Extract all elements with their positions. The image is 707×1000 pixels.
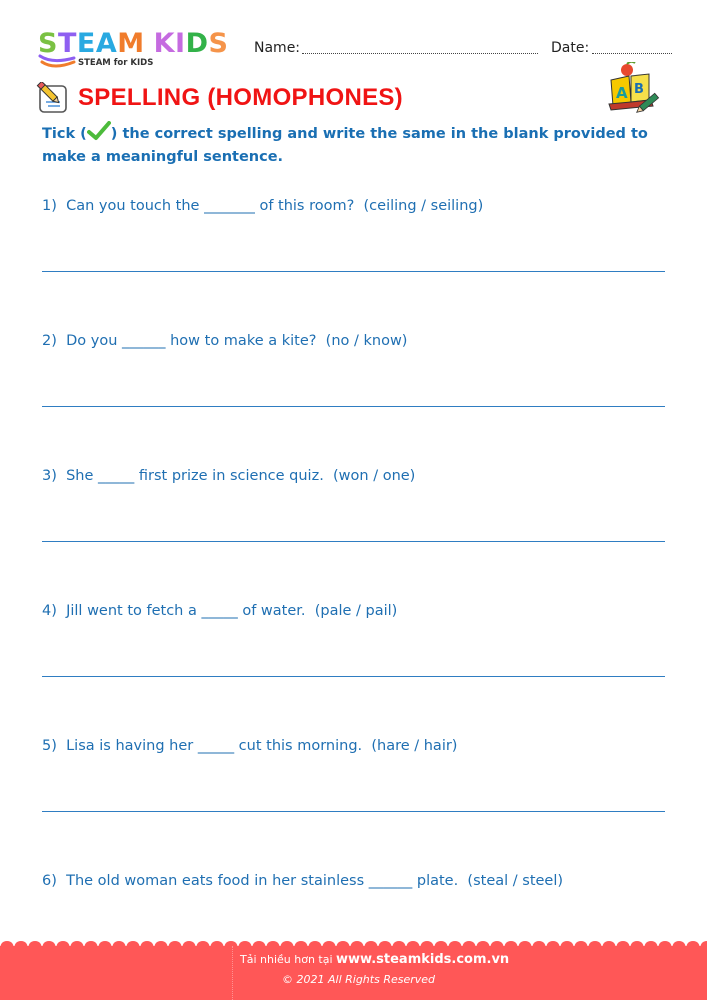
steam-kids-logo (38, 28, 229, 68)
footer-url-link[interactable]: www.steamkids.com.vn (336, 952, 510, 967)
footer-prefix: Tải nhiều hơn tại (240, 953, 337, 966)
date-label: Date: (551, 40, 590, 56)
answer-line-3[interactable] (42, 541, 665, 542)
logo-letter: T (57, 28, 77, 59)
logo-letter: K (153, 28, 176, 59)
logo-letter: A (95, 28, 118, 59)
instructions-prefix: Tick ( (42, 126, 87, 142)
question-6: 6) The old woman eats food in her stainless ______ plate. (steal / steel) (42, 873, 564, 889)
page-title: SPELLING (HOMOPHONES) (78, 84, 403, 111)
logo-letter: D (185, 28, 209, 59)
question-3: 3) She _____ first prize in science quiz. (won / one) (42, 468, 416, 484)
answer-line-2[interactable] (42, 406, 665, 407)
instructions-text: ) the correct spelling and write the same in the blank provided to make a meaningful sentence. (42, 126, 648, 165)
pencil-paper-icon (36, 82, 70, 114)
name-label: Name: (254, 40, 301, 56)
footer-download-text (240, 952, 509, 967)
logo-tagline: STEAM for KIDS (78, 58, 154, 68)
answer-line-4[interactable] (42, 676, 665, 677)
date-field[interactable] (592, 53, 672, 54)
name-field[interactable] (302, 53, 538, 54)
abc-book-icon (605, 62, 663, 114)
svg-text:B: B (634, 82, 644, 97)
checkmark-icon (87, 121, 111, 141)
logo-letter: I (175, 28, 186, 59)
instructions (42, 121, 682, 169)
question-4: 4) Jill went to fetch a _____ of water. (pale / pail) (42, 603, 398, 619)
svg-text:A: A (616, 84, 628, 102)
title-row (36, 82, 403, 114)
answer-line-1[interactable] (42, 271, 665, 272)
question-2: 2) Do you ______ how to make a kite? (no / know) (42, 333, 408, 349)
footer-divider (232, 946, 233, 1000)
question-5: 5) Lisa is having her _____ cut this morning. (hare / hair) (42, 738, 458, 754)
logo-letter: S (208, 28, 229, 59)
logo-swoosh-icon (38, 54, 78, 70)
answer-line-5[interactable] (42, 811, 665, 812)
logo-letter: E (76, 28, 96, 59)
question-1: 1) Can you touch the _______ of this room? (ceiling / seiling) (42, 198, 484, 214)
logo-letter: S (38, 28, 58, 59)
logo-letter: M (117, 28, 145, 59)
footer-copyright: © 2021 All Rights Reserved (282, 973, 436, 986)
